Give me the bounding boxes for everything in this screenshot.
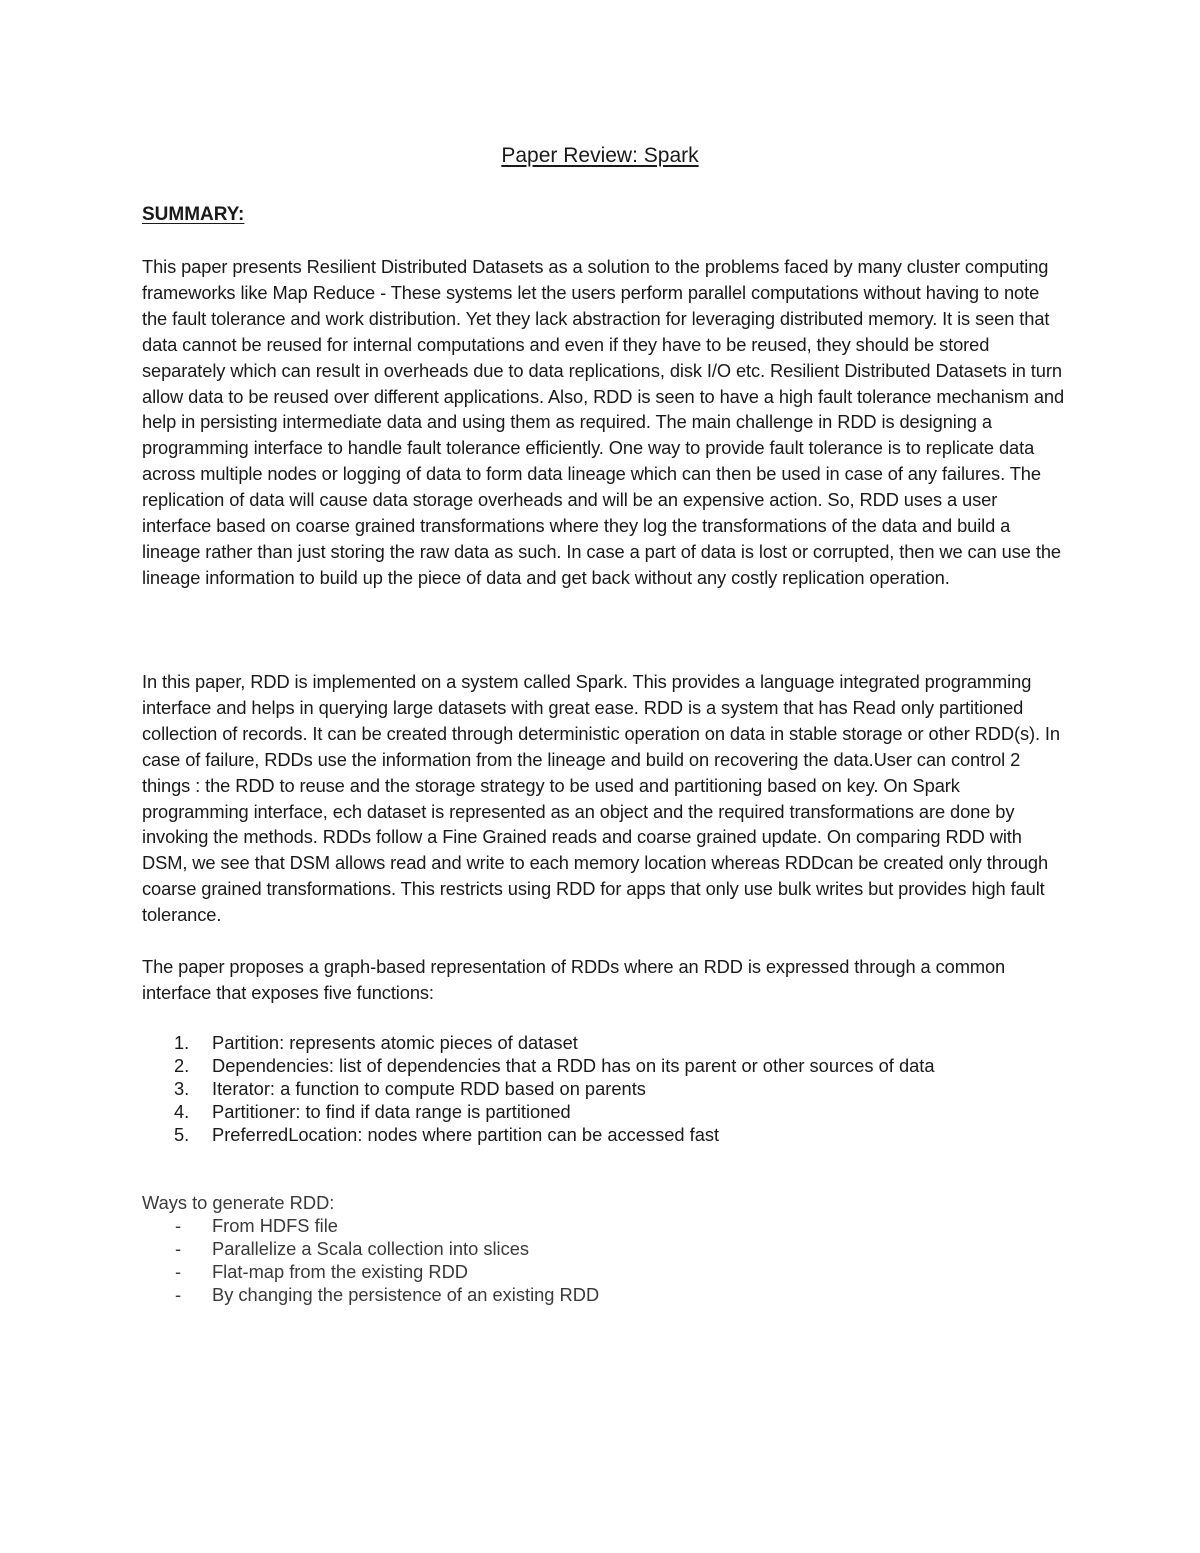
list-item <box>142 1283 599 1306</box>
summary-paragraph-1: This paper presents Resilient Distributed Datasets as a solution to the problems faced by many cluster computing frameworks like Map Reduce - These systems let the users perform parallel computations without having to note the fault tolerance and work distribution. Yet they lack abstraction for leveraging distributed memory. It is seen that data cannot be reused for internal computations and even if they have to be reused, they should be stored separately which can result in overheads due to data replications, disk I/O etc. Resilient Distributed Datasets in turn allow data to be reused over different applications. Also, RDD is seen to have a high fault tolerance mechanism and help in persisting intermediate data and using them as required. The main challenge in RDD is designing a programming interface to handle fault tolerance efficiently. One way to provide fault tolerance is to replicate data across multiple nodes or logging of data to form data lineage which can then be used in case of any failures. The replication of data will cause data storage overheads and will be an expensive action. So, RDD uses a user interface based on coarse grained transformations where they log the transformations of the data and build a lineage rather than just storing the raw data as such. In case a part of data is lost or corrupted, then we can use the lineage information to build up the piece of data and get back without any costly replication operation. <box>142 256 1065 588</box>
summary-paragraph-2: In this paper, RDD is implemented on a system called Spark. This provides a language integrated programming interface and helps in querying large datasets with great ease. RDD is a system that has Read only partitioned collection of records. It can be created through deterministic operation on data in stable storage or other RDD(s). In case of failure, RDDs use the information from the lineage and build on recovering the data.User can control 2 things : the RDD to reuse and the storage strategy to be used and partitioning based on key. On Spark programming interface, ech dataset is represented as an object and the required transformations are done by invoking the methods. RDDs follow a Fine Grained reads and coarse grained update. On comparing RDD with DSM, we see that DSM allows read and write to each memory location whereas RDDcan be created only through coarse grained transformations. This restricts using RDD for apps that only use bulk writes but provides high fault tolerance. <box>142 671 1060 926</box>
list-item-text: PreferredLocation: nodes where partition can be accessed fast <box>212 1124 720 1145</box>
list-item-number: 2. <box>174 1055 190 1076</box>
document-title: Paper Review: Spark <box>501 144 699 167</box>
list-item-number: 3. <box>174 1078 190 1099</box>
list-item-text: Parallelize a Scala collection into slices <box>212 1238 530 1259</box>
list-item-number: 1. <box>174 1032 190 1053</box>
list-item-text: Flat-map from the existing RDD <box>212 1261 469 1282</box>
ways-list <box>142 1214 599 1306</box>
list-item-text: By changing the persistence of an existing RDD <box>212 1284 600 1305</box>
ways-heading: Ways to generate RDD: <box>142 1192 335 1213</box>
list-item <box>142 1214 599 1237</box>
list-item-text: Iterator: a function to compute RDD based on parents <box>212 1078 646 1099</box>
list-item-text: From HDFS file <box>212 1215 338 1236</box>
list-item <box>142 1260 599 1283</box>
list-item <box>142 1237 599 1260</box>
list-item <box>142 1077 935 1100</box>
dash-marker: - <box>175 1238 182 1259</box>
dash-marker: - <box>175 1261 182 1282</box>
dash-marker: - <box>175 1215 182 1236</box>
list-item-text: Dependencies: list of dependencies that a RDD has on its parent or other sources of data <box>212 1055 935 1076</box>
list-item-number: 4. <box>174 1101 190 1122</box>
list-item <box>142 1123 935 1146</box>
list-item-number: 5. <box>174 1124 190 1145</box>
list-item <box>142 1031 935 1054</box>
list-item-text: Partitioner: to find if data range is partitioned <box>212 1101 571 1122</box>
list-item <box>142 1054 935 1077</box>
dash-marker: - <box>175 1284 182 1305</box>
summary-paragraph-3: The paper proposes a graph-based representation of RDDs where an RDD is expressed through a common interface that exposes five functions: <box>142 956 1006 1003</box>
list-item-text: Partition: represents atomic pieces of dataset <box>212 1032 578 1053</box>
summary-heading: SUMMARY: <box>142 204 245 225</box>
list-item <box>142 1100 935 1123</box>
rdd-functions-list <box>142 1031 935 1146</box>
